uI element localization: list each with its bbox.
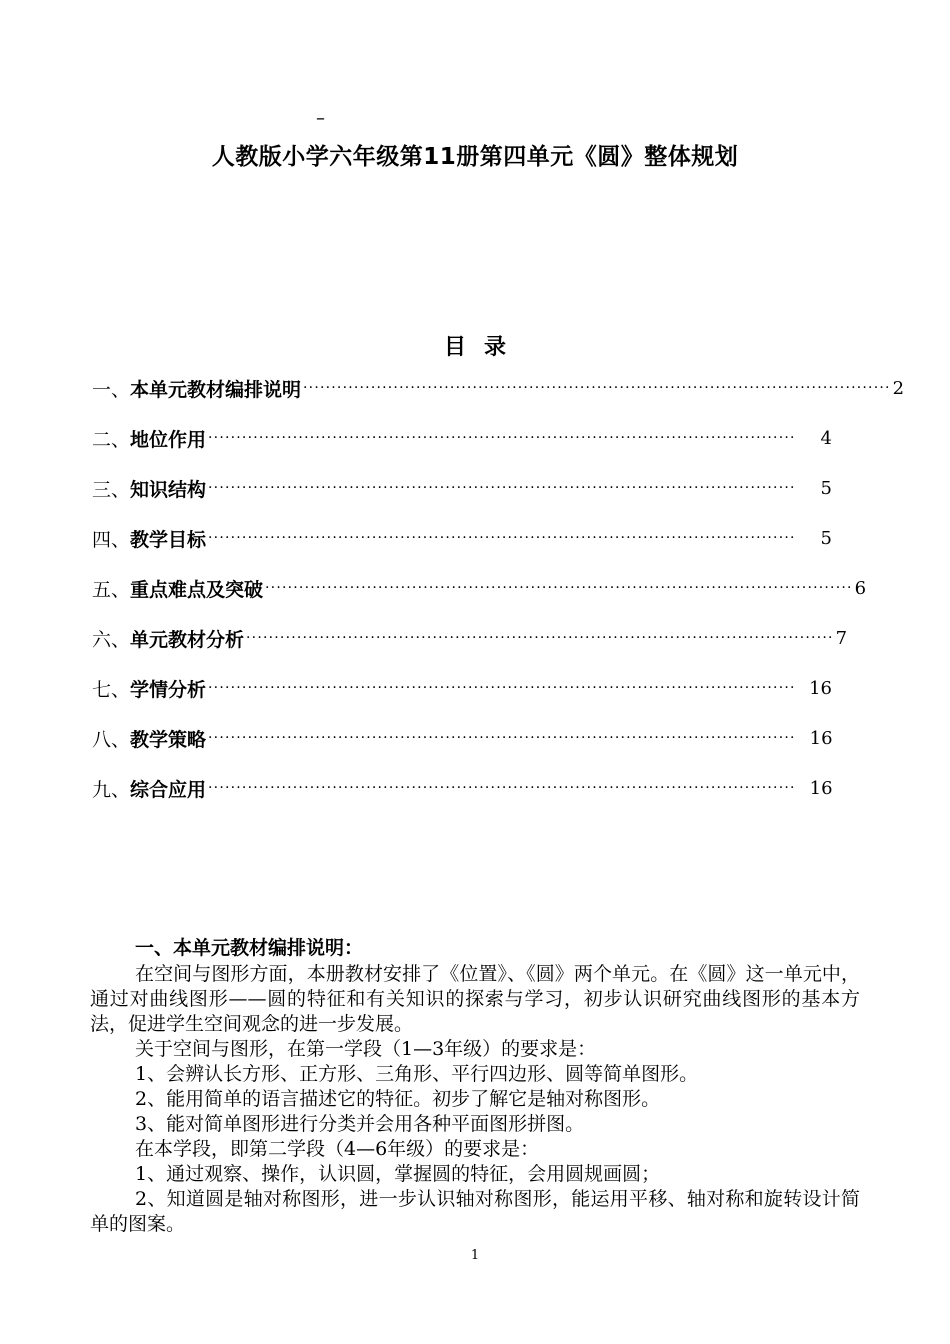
toc-item-label: 教学策略 (130, 728, 207, 751)
list-item: 3、能对简单图形进行分类并会用各种平面图形拼图。 (135, 1113, 585, 1135)
document-title: 人教版小学六年级第11册第四单元《圆》整体规划 (211, 144, 739, 170)
toc-item-page: 16 (809, 777, 833, 799)
toc-item-label: 学情分析 (130, 678, 207, 701)
toc-item[interactable] (92, 763, 832, 813)
toc-item-number: 二、 (92, 428, 131, 451)
toc-item-label: 教学目标 (130, 528, 207, 551)
toc-item-page: 16 (809, 727, 833, 749)
toc-heading: 目录 (443, 335, 524, 360)
section-unit-description (90, 935, 860, 1237)
toc-dot-leader: ········································································································ (208, 730, 796, 746)
toc-dot-leader: ········································································································ (303, 380, 891, 396)
paragraph: 在本学段，即第二学段（4—6年级）的要求是： (135, 1138, 540, 1160)
toc-item[interactable] (92, 713, 832, 763)
toc-item[interactable] (92, 663, 832, 713)
header-mark: – (316, 108, 325, 129)
toc-dot-leader: ········································································································ (208, 430, 796, 446)
toc-dot-leader: ········································································································ (208, 680, 796, 696)
toc-item-label: 单元教材分析 (130, 628, 245, 651)
toc-item-page: 16 (809, 677, 832, 699)
toc-item-page: 2 (892, 377, 905, 399)
paragraph: 在空间与图形方面，本册教材安排了《位置》、《圆》两个单元。在《圆》这一单元中，通过对曲线图形——圆的特征和有关知识的探索与学习，初步认识研究曲线图形的基本方法，促进学生空间观念的进一步发展。 (90, 963, 860, 1035)
toc-item-number: 一、 (92, 378, 131, 401)
toc-item-label: 重点难点及突破 (130, 578, 264, 601)
toc-item-label: 本单元教材编排说明 (130, 378, 302, 401)
list-item: 2、能用简单的语言描述它的特征。初步了解它是轴对称图形。 (135, 1088, 661, 1110)
toc-item-number: 三、 (92, 478, 131, 501)
toc-item[interactable] (92, 413, 832, 463)
toc-item[interactable] (92, 513, 832, 563)
toc-item-page: 7 (835, 627, 848, 649)
toc-item[interactable] (92, 563, 867, 613)
toc-item[interactable] (92, 613, 848, 663)
toc-item-number: 六、 (92, 628, 131, 651)
toc-item-number: 四、 (92, 528, 131, 551)
toc-item-number: 五、 (92, 578, 131, 601)
toc-dot-leader: ········································································································ (208, 780, 796, 796)
toc-item[interactable] (92, 463, 832, 513)
toc-item-page: 6 (854, 577, 867, 599)
toc-item-page: 5 (820, 477, 832, 499)
list-item: 1、会辨认长方形、正方形、三角形、平行四边形、圆等简单图形。 (135, 1063, 699, 1085)
paragraph: 关于空间与图形，在第一学段（1—3年级）的要求是： (135, 1038, 597, 1060)
toc-item-label: 地位作用 (130, 428, 207, 451)
toc-item-number: 九、 (92, 778, 131, 801)
toc-dot-leader: ········································································································ (208, 530, 796, 546)
toc-dot-leader: ········································································································ (265, 580, 853, 596)
page-number: 1 (470, 1248, 480, 1263)
toc-item-label: 综合应用 (130, 778, 207, 801)
section-heading: 一、本单元教材编排说明： (135, 937, 364, 959)
toc-item-page: 4 (820, 427, 832, 449)
toc-item-label: 知识结构 (130, 478, 207, 501)
toc-item[interactable] (92, 363, 905, 413)
list-item: 2、知道圆是轴对称图形，进一步认识轴对称图形，能运用平移、轴对称和旋转设计简单的图案。 (90, 1188, 860, 1235)
table-of-contents (92, 363, 905, 813)
list-item: 1、通过观察、操作，认识圆，掌握圆的特征，会用圆规画圆； (135, 1163, 661, 1185)
toc-item-page: 5 (820, 527, 832, 549)
toc-dot-leader: ········································································································ (246, 630, 834, 646)
toc-item-number: 七、 (92, 678, 131, 701)
toc-dot-leader: ········································································································ (208, 480, 796, 496)
toc-item-number: 八、 (92, 728, 131, 751)
